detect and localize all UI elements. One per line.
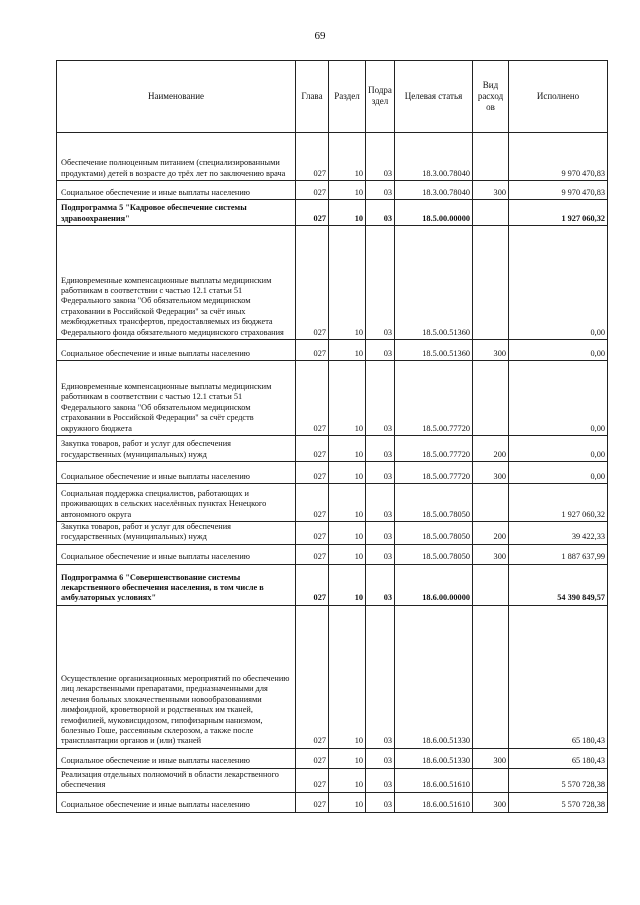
cell-target: 18.5.00.51360 xyxy=(395,340,473,361)
table-row xyxy=(57,522,608,545)
cell-glava: 027 xyxy=(296,340,329,361)
cell-razdel: 10 xyxy=(329,564,366,605)
cell-vid: 300 xyxy=(473,544,509,564)
cell-name: Осуществление организационных мероприятий по обеспечению лиц лекарственными препаратами, предназначенными для лечения больных злокачественными новообразованиями лимфоидной, кроветворной и родственных им тканей, гемофилией, муковисцидозом, гипофизарным нанизмом, болезнью Гоше, рассеянным склерозом, а также после трансплантации органов и (или) тканей xyxy=(57,605,296,748)
cell-glava: 027 xyxy=(296,200,329,226)
cell-target: 18.5.00.77720 xyxy=(395,462,473,484)
cell-name: Единовременные компенсационные выплаты медицинским работникам в соответствии с частью 12.1 статьи 51 Федерального закона "Об обязательном медицинском страховании в Российской Федерации" за счёт иных межбюджетных трансфертов, предоставляемых из бюджета Федерального фонда обязательного медицинского страхования xyxy=(57,226,296,340)
table-row xyxy=(57,462,608,484)
cell-glava: 027 xyxy=(296,484,329,522)
cell-glava: 027 xyxy=(296,544,329,564)
cell-executed: 1 927 060,32 xyxy=(509,484,608,522)
cell-executed: 0,00 xyxy=(509,462,608,484)
cell-vid: 300 xyxy=(473,792,509,812)
cell-target: 18.5.00.78050 xyxy=(395,544,473,564)
cell-razdel: 10 xyxy=(329,340,366,361)
cell-vid xyxy=(473,226,509,340)
cell-podrazdel: 03 xyxy=(366,792,395,812)
cell-target: 18.5.00.51360 xyxy=(395,226,473,340)
cell-executed: 0,00 xyxy=(509,361,608,436)
cell-podrazdel: 03 xyxy=(366,522,395,545)
cell-target: 18.6.00.51610 xyxy=(395,768,473,792)
cell-name: Социальное обеспечение и иные выплаты населению xyxy=(57,748,296,768)
cell-vid xyxy=(473,361,509,436)
cell-executed: 9 970 470,83 xyxy=(509,133,608,181)
cell-vid: 300 xyxy=(473,748,509,768)
header-podrazdel: Подра здел xyxy=(366,61,395,133)
cell-target: 18.6.00.51330 xyxy=(395,605,473,748)
table-row xyxy=(57,361,608,436)
cell-target: 18.3.00.78040 xyxy=(395,133,473,181)
cell-razdel: 10 xyxy=(329,484,366,522)
cell-glava: 027 xyxy=(296,768,329,792)
cell-executed: 5 570 728,38 xyxy=(509,792,608,812)
cell-glava: 027 xyxy=(296,133,329,181)
cell-name: Подпрограмма 5 "Кадровое обеспечение системы здравоохранения" xyxy=(57,200,296,226)
cell-glava: 027 xyxy=(296,748,329,768)
cell-razdel: 10 xyxy=(329,748,366,768)
cell-target: 18.5.00.00000 xyxy=(395,200,473,226)
cell-executed: 0,00 xyxy=(509,436,608,462)
cell-vid xyxy=(473,768,509,792)
cell-vid xyxy=(473,133,509,181)
cell-vid xyxy=(473,605,509,748)
table-row xyxy=(57,564,608,605)
cell-razdel: 10 xyxy=(329,522,366,545)
cell-target: 18.6.00.51330 xyxy=(395,748,473,768)
cell-vid: 300 xyxy=(473,181,509,200)
cell-razdel: 10 xyxy=(329,226,366,340)
cell-executed: 0,00 xyxy=(509,226,608,340)
cell-podrazdel: 03 xyxy=(366,361,395,436)
cell-glava: 027 xyxy=(296,522,329,545)
cell-razdel: 10 xyxy=(329,768,366,792)
cell-executed: 9 970 470,83 xyxy=(509,181,608,200)
cell-target: 18.5.00.78050 xyxy=(395,484,473,522)
cell-podrazdel: 03 xyxy=(366,226,395,340)
cell-name: Социальное обеспечение и иные выплаты населению xyxy=(57,181,296,200)
table-row xyxy=(57,133,608,181)
cell-podrazdel: 03 xyxy=(366,564,395,605)
table-row xyxy=(57,605,608,748)
cell-target: 18.6.00.00000 xyxy=(395,564,473,605)
table-row xyxy=(57,181,608,200)
header-name: Наименование xyxy=(57,61,296,133)
cell-name: Обеспечение полноценным питанием (специализированными продуктами) детей в возрасте до трёх лет по заключению врача xyxy=(57,133,296,181)
cell-podrazdel: 03 xyxy=(366,200,395,226)
table-row xyxy=(57,748,608,768)
cell-executed: 39 422,33 xyxy=(509,522,608,545)
cell-razdel: 10 xyxy=(329,133,366,181)
cell-razdel: 10 xyxy=(329,181,366,200)
cell-name: Социальное обеспечение и иные выплаты населению xyxy=(57,544,296,564)
cell-glava: 027 xyxy=(296,605,329,748)
cell-razdel: 10 xyxy=(329,792,366,812)
cell-executed: 65 180,43 xyxy=(509,748,608,768)
cell-target: 18.5.00.78050 xyxy=(395,522,473,545)
table-row xyxy=(57,200,608,226)
cell-vid: 300 xyxy=(473,462,509,484)
cell-podrazdel: 03 xyxy=(366,462,395,484)
budget-table xyxy=(56,60,608,813)
table-row xyxy=(57,792,608,812)
cell-vid xyxy=(473,200,509,226)
cell-razdel: 10 xyxy=(329,544,366,564)
cell-target: 18.5.00.77720 xyxy=(395,436,473,462)
table-row xyxy=(57,768,608,792)
cell-name: Социальное обеспечение и иные выплаты населению xyxy=(57,792,296,812)
table-row xyxy=(57,340,608,361)
cell-target: 18.5.00.77720 xyxy=(395,361,473,436)
cell-razdel: 10 xyxy=(329,361,366,436)
cell-vid: 200 xyxy=(473,522,509,545)
cell-target: 18.6.00.51610 xyxy=(395,792,473,812)
cell-razdel: 10 xyxy=(329,200,366,226)
cell-vid: 300 xyxy=(473,340,509,361)
cell-executed: 65 180,43 xyxy=(509,605,608,748)
cell-target: 18.3.00.78040 xyxy=(395,181,473,200)
cell-razdel: 10 xyxy=(329,436,366,462)
cell-glava: 027 xyxy=(296,226,329,340)
header-razdel: Раздел xyxy=(329,61,366,133)
page-number: 69 xyxy=(314,30,326,42)
cell-podrazdel: 03 xyxy=(366,436,395,462)
cell-podrazdel: 03 xyxy=(366,340,395,361)
table-row xyxy=(57,226,608,340)
cell-glava: 027 xyxy=(296,564,329,605)
cell-glava: 027 xyxy=(296,462,329,484)
header-executed: Исполнено xyxy=(509,61,608,133)
cell-podrazdel: 03 xyxy=(366,484,395,522)
cell-name: Социальная поддержка специалистов, работающих и проживающих в сельских населённых пунктах Ненецкого автономного округа xyxy=(57,484,296,522)
cell-vid xyxy=(473,564,509,605)
cell-name: Социальное обеспечение и иные выплаты населению xyxy=(57,340,296,361)
cell-podrazdel: 03 xyxy=(366,181,395,200)
table-header-row xyxy=(57,61,608,133)
cell-name: Единовременные компенсационные выплаты медицинским работникам в соответствии с частью 12.1 статьи 51 Федерального закона "Об обязательном медицинском страховании в Российской Федерации" за счёт средств окружного бюджета xyxy=(57,361,296,436)
header-glava: Глава xyxy=(296,61,329,133)
cell-razdel: 10 xyxy=(329,605,366,748)
cell-podrazdel: 03 xyxy=(366,544,395,564)
table-row xyxy=(57,436,608,462)
cell-name: Закупка товаров, работ и услуг для обеспечения государственных (муниципальных) нужд xyxy=(57,522,296,545)
cell-podrazdel: 03 xyxy=(366,748,395,768)
cell-executed: 5 570 728,38 xyxy=(509,768,608,792)
cell-executed: 0,00 xyxy=(509,340,608,361)
cell-vid: 200 xyxy=(473,436,509,462)
cell-razdel: 10 xyxy=(329,462,366,484)
cell-podrazdel: 03 xyxy=(366,605,395,748)
cell-executed: 1 887 637,99 xyxy=(509,544,608,564)
cell-executed: 1 927 060,32 xyxy=(509,200,608,226)
cell-glava: 027 xyxy=(296,436,329,462)
header-vid: Вид расход ов xyxy=(473,61,509,133)
cell-podrazdel: 03 xyxy=(366,768,395,792)
table-row xyxy=(57,484,608,522)
cell-executed: 54 390 849,57 xyxy=(509,564,608,605)
cell-name: Закупка товаров, работ и услуг для обеспечения государственных (муниципальных) нужд xyxy=(57,436,296,462)
cell-glava: 027 xyxy=(296,792,329,812)
cell-name: Подпрограмма 6 "Совершенствование системы лекарственного обеспечения населения, в том числе в амбулаторных условиях" xyxy=(57,564,296,605)
cell-name: Реализация отдельных полномочий в области лекарственного обеспечения xyxy=(57,768,296,792)
cell-glava: 027 xyxy=(296,361,329,436)
cell-glava: 027 xyxy=(296,181,329,200)
cell-name: Социальное обеспечение и иные выплаты населению xyxy=(57,462,296,484)
header-target: Целевая статья xyxy=(395,61,473,133)
table-row xyxy=(57,544,608,564)
cell-vid xyxy=(473,484,509,522)
cell-podrazdel: 03 xyxy=(366,133,395,181)
